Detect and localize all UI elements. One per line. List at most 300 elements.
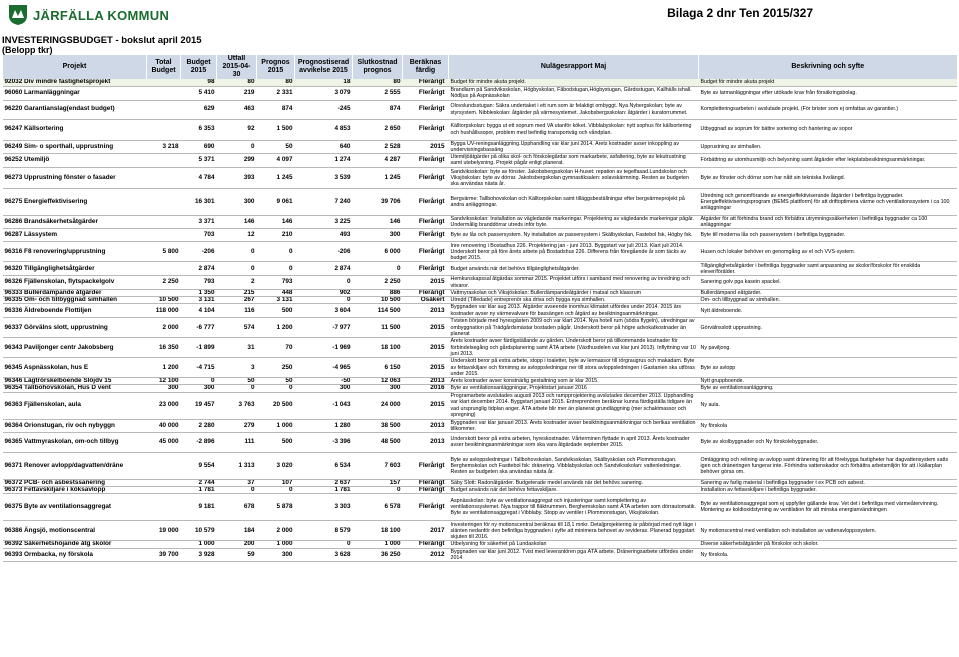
slutkostnad: 300 <box>353 385 403 392</box>
col-prognos-avvikelse: Prognostiserad avvikelse 2015 <box>295 55 353 79</box>
beskrivning: Ny motionscentral med ventilation och installation av vattenavloppssystem. <box>699 521 957 541</box>
slutkostnad: 10 500 <box>353 296 403 303</box>
beskrivning: Sanering golv pga kasein spackel. <box>699 276 957 289</box>
total-budget: 40 000 <box>147 419 181 432</box>
project-name: 96275 Energieffektivisering <box>3 188 147 215</box>
total-budget <box>147 229 181 242</box>
nulagesrapport: Budget används när det behövs tillgänglighetsåtgärder. <box>449 262 699 276</box>
fardig: Flerårigt <box>403 86 449 100</box>
prognos-avvikelse: -50 <box>295 378 353 385</box>
fardig: Flerårigt <box>403 494 449 521</box>
budget-2015: 19 457 <box>181 392 217 419</box>
beskrivning: Byte av avlopp <box>699 358 957 378</box>
project-name: 96393 Ormbacka, ny förskola <box>3 548 147 561</box>
utfall: 31 <box>217 338 257 358</box>
prognos: 50 <box>257 378 295 385</box>
col-prognos: Prognos 2015 <box>257 55 295 79</box>
table-row <box>3 358 957 378</box>
project-name: 92032 Div mindre fastighetsprojekt <box>3 79 147 86</box>
utfall: 267 <box>217 296 257 303</box>
nulagesrapport: Byggnaden var klar juni 2012. Tvist med leverantören pga ÄTA arbete. Dräneringsarbete utfördes under 2014 <box>449 548 699 561</box>
project-name: 96345 Aspnässkolan, hus E <box>3 358 147 378</box>
total-budget: 3 218 <box>147 140 181 153</box>
slutkostnad: 114 500 <box>353 304 403 318</box>
table-row <box>3 100 957 119</box>
fardig: 2013 <box>403 432 449 452</box>
nulagesrapport: Utemiljöåtgärder på olika skol- och förskolegårdar som markarbete, asfaltering, byte av lekutrustning samt utebelysning. Projekt pågår enligt planerat. <box>449 153 699 167</box>
fardig: Flerårigt <box>403 229 449 242</box>
project-name: 96372 PCB- och asbestssanering <box>3 479 147 486</box>
col-beskrivning: Beskrivning och syfte <box>699 55 957 79</box>
total-budget: 39 700 <box>147 548 181 561</box>
project-name: 96343 Paviljonger centr Jakobsberg <box>3 338 147 358</box>
slutkostnad: 80 <box>353 79 403 86</box>
utfall: 80 <box>217 79 257 86</box>
prognos-avvikelse: 3 628 <box>295 548 353 561</box>
project-name: 96365 Vattmyraskolan, om-och tillbyg <box>3 432 147 452</box>
beskrivning: Husen och lokaler behöver en genomgång av el och VVS-system. <box>699 242 957 262</box>
table-row <box>3 140 957 153</box>
budget-2015: -6 777 <box>181 318 217 338</box>
total-budget: 10 500 <box>147 296 181 303</box>
nulagesrapport: Bergvärme: Tallbohovskolan och Källtorpskolan samt tilläggsbeställningar efter bergvärmeprojekt på andra anläggningar. <box>449 188 699 215</box>
prognos: 50 <box>257 140 295 153</box>
prognos-avvikelse: 3 079 <box>295 86 353 100</box>
prognos-avvikelse: 2 874 <box>295 262 353 276</box>
prognos-avvikelse: 3 604 <box>295 304 353 318</box>
beskrivning: Utbyggnad av soprum för bättre sortering och hantering av sopor <box>699 119 957 140</box>
prognos: 2 000 <box>257 521 295 541</box>
prognos-avvikelse: 902 <box>295 289 353 296</box>
nulagesrapport: Bygga UV-reningsanläggning.Upphandling var klar juni 2014. Årets kostnader avser inkoppling av undervisningsbassäng <box>449 140 699 153</box>
table-row <box>3 521 957 541</box>
slutkostnad: 146 <box>353 215 403 228</box>
prognos-avvikelse: -7 977 <box>295 318 353 338</box>
utfall: 200 <box>217 541 257 548</box>
nulagesrapport: Byggnaden var klar aug 2013. Åtgärder avseende inomhus klimatet utfördes under 2014. 2015 års kostnader avser ny värmevalvare för bassängen och åtgärd av besiktningsanmärkningar. <box>449 304 699 318</box>
utfall: 111 <box>217 432 257 452</box>
table-row <box>3 304 957 318</box>
beskrivning: Utredning och genomförande av energieffektiviserande åtgärder i befintliga byggnader. Energieffektiviseringsprogram (BEMS plattform) för att driftoptimera värme och ventilationssystem i ca 100 anläggningar <box>699 188 957 215</box>
budget-2015: 3 131 <box>181 296 217 303</box>
project-name: 96373 Fettavskiljare i köksavlopp <box>3 487 147 494</box>
slutkostnad: 4 287 <box>353 153 403 167</box>
total-budget <box>147 153 181 167</box>
utfall: 92 <box>217 119 257 140</box>
prognos-avvikelse: 3 539 <box>295 167 353 188</box>
nulagesrapport: Investeringen för ny motionscentral beräknas till 18,1 mnkr. Detaljprojektering är påbörjad med nytt läge i slänten nedanför den befintliga byggnaden i syfte att minimera behovet av revideras. Planerad byggstart skjuten till 2016. <box>449 521 699 541</box>
beskrivning: Nytt gruppboende. <box>699 378 957 385</box>
prognos-avvikelse: 1 280 <box>295 419 353 432</box>
fardig: 2015 <box>403 358 449 378</box>
prognos: 146 <box>257 215 295 228</box>
total-budget: 23 000 <box>147 392 181 419</box>
fardig: 2015 <box>403 276 449 289</box>
prognos-avvikelse: 6 534 <box>295 452 353 479</box>
utfall: 300 <box>217 188 257 215</box>
budget-2015: 1 000 <box>181 541 217 548</box>
utfall: 12 <box>217 229 257 242</box>
project-name: 96364 Orionstugan, riv och nybyggn <box>3 419 147 432</box>
total-budget <box>147 79 181 86</box>
prognos: 20 500 <box>257 392 295 419</box>
table-row <box>3 385 957 392</box>
beskrivning: Förbättring av utomhusmiljö och belysning samt åtgärder efter lekplatsbesiktningsanmärkningar. <box>699 153 957 167</box>
total-budget: 118 000 <box>147 304 181 318</box>
utfall: 2 <box>217 276 257 289</box>
fardig: Osäkert <box>403 296 449 303</box>
utfall: 279 <box>217 419 257 432</box>
project-name: 96386 Ängsjö, motionscentral <box>3 521 147 541</box>
table-row <box>3 487 957 494</box>
org-name: JÄRFÄLLA KOMMUN <box>33 7 170 23</box>
nulagesrapport: Underskott beror på extra arbete, stopp i toaletter, byte av lermassor till rörgraugrus och makadam. Byte av fettavskiljare och förnimng av avloppsledningar ner till stora avloppsledningen i Gastanien ska utföras under 2015. <box>449 358 699 378</box>
prognos-avvikelse: 3 225 <box>295 215 353 228</box>
prognos: 1 200 <box>257 318 295 338</box>
beskrivning: Bullerdämpand eåtgärder. <box>699 289 957 296</box>
prognos-avvikelse: 4 853 <box>295 119 353 140</box>
total-budget <box>147 100 181 119</box>
prognos: 0 <box>257 242 295 262</box>
slutkostnad: 2 250 <box>353 276 403 289</box>
fardig: 2013 <box>403 378 449 385</box>
prognos-avvikelse: 3 303 <box>295 494 353 521</box>
slutkostnad: 300 <box>353 229 403 242</box>
total-budget <box>147 167 181 188</box>
total-budget <box>147 188 181 215</box>
project-name: 96392 Säkerhetshöjande åtg skolor <box>3 541 147 548</box>
slutkostnad: 0 <box>353 262 403 276</box>
fardig: Flerårigt <box>403 79 449 86</box>
fardig: 2015 <box>403 338 449 358</box>
total-budget <box>147 215 181 228</box>
utfall: 0 <box>217 140 257 153</box>
project-name: 96060 Larmanläggningar <box>3 86 147 100</box>
nulagesrapport: Olovslundsstugan: Säkra undertaket i ett rum som är felaktigt ombyggt. Nya Nybergskolan; byte av styrsystem. Nibbleskolan: åtgärder på värmesystemet. Jakobsbergsskolan: åtgärder i kuratorrummet. <box>449 100 699 119</box>
beskrivning: Byte av ventilationsanläggning. <box>699 385 957 392</box>
utfall: 0 <box>217 262 257 276</box>
beskrivning: Byte av larmanläggningar efter utökade krav från försäkringsbolag. <box>699 86 957 100</box>
crest-icon <box>8 4 28 26</box>
prognos-avvikelse: 0 <box>295 276 353 289</box>
table-row <box>3 392 957 419</box>
fardig: Flerårigt <box>403 479 449 486</box>
nulagesrapport: Programarbete avslutades augusti 2013 och rampprojektering avslutades december 2013. Upphandling var klart december 2014. Byggstart januari 2015. Entreprenören beräknar kunna färdigställa tidigare än vad ursprunglig tidplan anger. ÄTA arbete blir mer än planerat grundläggning (mer schaktmassor och spregning) <box>449 392 699 419</box>
total-budget <box>147 289 181 296</box>
budget-2015: -206 <box>181 242 217 262</box>
logo <box>8 4 169 26</box>
beskrivning: Byte av ventilationsaggregat som ej uppfyller gällande krav. Vet det i befintliga med värmeåtervinning. Montering av koldioxidstyrning av ventilation för att minska energianvändningen <box>699 494 957 521</box>
nulagesrapport: Budget används när det behövs fettavskiljare. <box>449 487 699 494</box>
prognos: 500 <box>257 304 295 318</box>
beskrivning: Budget för mindre akuta projekt <box>699 79 957 86</box>
budget-2015: -4 715 <box>181 358 217 378</box>
prognos-avvikelse: -1 043 <box>295 392 353 419</box>
budget-2015: 98 <box>181 79 217 86</box>
beskrivning: Byte till moderna lås och passersystem i befintliga byggnader. <box>699 229 957 242</box>
table-row <box>3 548 957 561</box>
total-budget: 5 800 <box>147 242 181 262</box>
beskrivning: Installation av fettavskiljare i befintliga byggnader. <box>699 487 957 494</box>
nulagesrapport: Byte av lås och passersystem. Ny installation av passersystem i Skälbyskolan, Fastebol fsk, Högby fsk. <box>449 229 699 242</box>
utfall: 393 <box>217 167 257 188</box>
table-row <box>3 229 957 242</box>
budget-2015: 4 784 <box>181 167 217 188</box>
beskrivning: Åtgärder för att förhindra brand och förbättra utrymningssäkerheten i befintliga byggnader ca 100 anläggningar <box>699 215 957 228</box>
utfall: 3 <box>217 358 257 378</box>
nulagesrapport: Byte av avloppsledningar i Tallbohovskolan, Sandviksskolan, Skälbyskolan och Plommonstugan. Berghemskolan och Fasttebol fsk: dränering. Vibblabyskolan och Sandviksskolan: vattenledningar. Resten av budgeten ska användas nästa år. <box>449 452 699 479</box>
table-row <box>3 242 957 262</box>
col-total-budget: Total Budget <box>147 55 181 79</box>
utfall: 3 763 <box>217 392 257 419</box>
fardig: Flerårigt <box>403 262 449 276</box>
project-name: 96316 F8 renovering/upprustning <box>3 242 147 262</box>
table-row <box>3 119 957 140</box>
budget-2015: 1 781 <box>181 487 217 494</box>
table-row <box>3 296 957 303</box>
total-budget: 2 000 <box>147 318 181 338</box>
fardig: 2015 <box>403 392 449 419</box>
prognos-avvikelse: 640 <box>295 140 353 153</box>
project-name: 96247 Källsortering <box>3 119 147 140</box>
budget-2015: -2 896 <box>181 432 217 452</box>
nulagesrapport: Inre renovering i Bostadhus 226. Projektering jan - juni 2013. Byggstart var juli 2013. Klart juli 2014. Underskott beror på före årets arbete på Bostadshus 226. Differens från föregående år som täcks av budget 2015. <box>449 242 699 262</box>
prognos-avvikelse: 7 240 <box>295 188 353 215</box>
project-name: 96335 Om- och tillbyggnad simhallen <box>3 296 147 303</box>
total-budget <box>147 541 181 548</box>
utfall: 37 <box>217 479 257 486</box>
beskrivning: Kompletteringsarbeten i avslutade projekt. (För brister som ej omfattas av garantier.) <box>699 100 957 119</box>
table-row <box>3 86 957 100</box>
budget-2015: 10 579 <box>181 521 217 541</box>
beskrivning: Ny paviljong. <box>699 338 957 358</box>
prognos: 1 000 <box>257 419 295 432</box>
project-name: 96371 Renover avlopp/dagvatten/dräne <box>3 452 147 479</box>
fardig: 2016 <box>403 385 449 392</box>
fardig: Flerårigt <box>403 541 449 548</box>
budget-2015: 3 371 <box>181 215 217 228</box>
slutkostnad: 38 500 <box>353 419 403 432</box>
page-title: INVESTERINGSBUDGET - bokslut april 2015 <box>2 35 202 46</box>
prognos: 2 331 <box>257 86 295 100</box>
slutkostnad: 12 063 <box>353 378 403 385</box>
fardig: 2015 <box>403 318 449 338</box>
prognos: 107 <box>257 479 295 486</box>
col-fardig: Beräknas färdig <box>403 55 449 79</box>
utfall: 574 <box>217 318 257 338</box>
nulagesrapport: Sandviksskolan: Installation av vägledande markeringar. Projektering av vägledande markeringar pågår. Undermålig branddörrar utreds inför byte. <box>449 215 699 228</box>
fardig: Flerårigt <box>403 452 449 479</box>
nulagesrapport: Underskott beror på extra arbeten, hyreskostnader. Vårterminen flyttade in april 2013. Årets kostnader avser besiktningsanmärkningar som ska vara åtgärdade september 2015. <box>449 432 699 452</box>
budget-2015: 2 874 <box>181 262 217 276</box>
beskrivning: Ny förskola. <box>699 548 957 561</box>
slutkostnad: 1 245 <box>353 167 403 188</box>
slutkostnad: 11 500 <box>353 318 403 338</box>
table-row <box>3 432 957 452</box>
nulagesrapport: Sandviksskolan: byte av fönster. Jakobsbergsskolan H-huset: repation av tegelfasad.Lundskolan och Viksjöskolan: byte av dörrar. Jakobsbergskolan gymnastiksalen: solavskärmning. Resten av budgeten ska användas nästa år. <box>449 167 699 188</box>
prognos-avvikelse: 2 637 <box>295 479 353 486</box>
prognos-avvikelse: 300 <box>295 385 353 392</box>
fardig: Flerårigt <box>403 242 449 262</box>
project-name: 96287 Lässystem <box>3 229 147 242</box>
project-name: 96249 Sim- o sporthall, upprustning <box>3 140 147 153</box>
prognos: 1 500 <box>257 119 295 140</box>
prognos: 70 <box>257 338 295 358</box>
utfall: 463 <box>217 100 257 119</box>
prognos-avvikelse: -206 <box>295 242 353 262</box>
utfall: 116 <box>217 304 257 318</box>
nulagesrapport: Brandlarm på Sandviksskolan, Högbyskolan, Fåbodstugan,Högbystugan, Gårdsstugan, Kallhälls ishall. Nödljus på Aspnässkolan <box>449 86 699 100</box>
total-budget <box>147 119 181 140</box>
prognos: 500 <box>257 432 295 452</box>
prognos: 4 097 <box>257 153 295 167</box>
col-projekt: Projekt <box>3 55 147 79</box>
slutkostnad: 2 528 <box>353 140 403 153</box>
utfall: 50 <box>217 378 257 385</box>
total-budget: 12 100 <box>147 378 181 385</box>
total-budget: 1 200 <box>147 358 181 378</box>
table-row <box>3 378 957 385</box>
nulagesrapport: Årets kostnader avser konstnärlig gestaltning som är klar 2015. <box>449 378 699 385</box>
beskrivning: Görvälnsslott upprustning. <box>699 318 957 338</box>
project-name: 96273 Upprustning fönster o fasader <box>3 167 147 188</box>
fardig: 2013 <box>403 304 449 318</box>
budget-2015: 0 <box>181 378 217 385</box>
nulagesrapport: Utbelysning för säkerhet på Lundaskolan <box>449 541 699 548</box>
budget-2015: -1 899 <box>181 338 217 358</box>
beskrivning: Byte av fönster och dörrar som har nått sin tekniska livslängd. <box>699 167 957 188</box>
table-row <box>3 79 957 86</box>
project-name: 96354 Tallbohovskolan, Hus D vent <box>3 385 147 392</box>
nulagesrapport: Byte av ventilationsanläggningar, Projektstart januari 2016 <box>449 385 699 392</box>
total-budget <box>147 452 181 479</box>
total-budget: 16 350 <box>147 338 181 358</box>
prognos: 874 <box>257 100 295 119</box>
utfall: 146 <box>217 215 257 228</box>
table-row <box>3 167 957 188</box>
table-row <box>3 479 957 486</box>
slutkostnad: 157 <box>353 479 403 486</box>
prognos-avvikelse: 0 <box>295 296 353 303</box>
project-name: 96336 Äldreboende Flottiljen <box>3 304 147 318</box>
table-row <box>3 338 957 358</box>
project-name: 96337 Görvälns slott, upprustning <box>3 318 147 338</box>
prognos: 3 020 <box>257 452 295 479</box>
table-row <box>3 452 957 479</box>
budget-2015: 9 181 <box>181 494 217 521</box>
prognos-avvikelse: 1 274 <box>295 153 353 167</box>
project-name: 96220 Garantianslag(endast budget) <box>3 100 147 119</box>
utfall: 678 <box>217 494 257 521</box>
beskrivning: Nytt äldreboende. <box>699 304 957 318</box>
table-row <box>3 289 957 296</box>
budget-2015: 793 <box>181 276 217 289</box>
budget-2015: 16 301 <box>181 188 217 215</box>
prognos-avvikelse: -245 <box>295 100 353 119</box>
budget-2015: 3 928 <box>181 548 217 561</box>
prognos: 250 <box>257 358 295 378</box>
slutkostnad: 886 <box>353 289 403 296</box>
nulagesrapport: Budget för mindre akuta projekt. <box>449 79 699 86</box>
prognos: 80 <box>257 79 295 86</box>
table-row <box>3 153 957 167</box>
slutkostnad: 874 <box>353 100 403 119</box>
prognos-avvikelse: -4 965 <box>295 358 353 378</box>
bilaga-reference: Bilaga 2 dnr Ten 2015/327 <box>667 6 813 20</box>
budget-2015: 5 371 <box>181 153 217 167</box>
total-budget <box>147 479 181 486</box>
slutkostnad: 2 650 <box>353 119 403 140</box>
beskrivning: Tillgänglighetsåtgärder i befintliga byggnader samt anpassning av skolor/förskolor för enskilda elever/förälder. <box>699 262 957 276</box>
budget-2015: 1 350 <box>181 289 217 296</box>
slutkostnad: 18 100 <box>353 521 403 541</box>
nulagesrapport: Källtorpskolan: bygga ut ett soprum med VA utanför köket. Vibblabyskolan: nytt sophus för källsortering och hushållssopor, problem med befintlig transportväg och våndplan. <box>449 119 699 140</box>
slutkostnad: 48 500 <box>353 432 403 452</box>
slutkostnad: 36 250 <box>353 548 403 561</box>
slutkostnad: 1 000 <box>353 541 403 548</box>
total-budget <box>147 487 181 494</box>
prognos: 9 061 <box>257 188 295 215</box>
utfall: 1 313 <box>217 452 257 479</box>
prognos: 300 <box>257 548 295 561</box>
nulagesrapport: Årets kostnader avser färdigställande av gården. Underskott beror på tillkommande kostnader för förbindelsegång och gårdsplanering samt ÄTA arbete (Växthusdelen var klar juni 2013). Inflyttning var 10 juni 2013. <box>449 338 699 358</box>
prognos: 0 <box>257 385 295 392</box>
prognos: 1 000 <box>257 541 295 548</box>
fardig: Flerårigt <box>403 188 449 215</box>
slutkostnad: 6 150 <box>353 358 403 378</box>
slutkostnad: 6 000 <box>353 242 403 262</box>
nulagesrapport: Säby Slott: Radonåtgärder. Budgeterade medel används när det behövs sanering. <box>449 479 699 486</box>
budget-2015: 2 280 <box>181 419 217 432</box>
prognos-avvikelse: 0 <box>295 541 353 548</box>
fardig: Flerårigt <box>403 487 449 494</box>
budget-2015: 4 104 <box>181 304 217 318</box>
budget-2015: 5 410 <box>181 86 217 100</box>
fardig: Flerårigt <box>403 167 449 188</box>
project-name: 96326 Fjällenskolan, flytspackelgolv <box>3 276 147 289</box>
prognos: 5 878 <box>257 494 295 521</box>
beskrivning: Sanering av farlig material i befintliga byggnader t ex PCB och asbest. <box>699 479 957 486</box>
beskrivning: Omläggning och relining av avlopp samt dränering för att förebygga fastigheter har dagvattensystem satts igen och dräneringen fungerar inte. Förhindra vattenskador och förbättra arbetsmiljön för att i källarplan behöver göras om. <box>699 452 957 479</box>
prognos: 0 <box>257 262 295 276</box>
prognos: 1 245 <box>257 167 295 188</box>
fardig: 2015 <box>403 140 449 153</box>
utfall: 0 <box>217 385 257 392</box>
beskrivning: Diverse säkerhetsåtgärder på förskolor och skolor. <box>699 541 957 548</box>
beskrivning: Ny aula. <box>699 392 957 419</box>
fardig: 2013 <box>403 419 449 432</box>
project-name: 96363 Fjällenskolan, aula <box>3 392 147 419</box>
beskrivning: Om- och tillbyggnad av simhallen. <box>699 296 957 303</box>
table-row <box>3 419 957 432</box>
fardig: Flerårigt <box>403 153 449 167</box>
prognos-avvikelse: 493 <box>295 229 353 242</box>
prognos: 0 <box>257 487 295 494</box>
utfall: 184 <box>217 521 257 541</box>
budget-2015: 9 554 <box>181 452 217 479</box>
beskrivning: Byte av skolbyggnader och Ny förskolebyggnader. <box>699 432 957 452</box>
prognos-avvikelse: -3 396 <box>295 432 353 452</box>
fardig: Flerårigt <box>403 289 449 296</box>
col-slutkostnad: Slutkostnad prognos <box>353 55 403 79</box>
table-row <box>3 541 957 548</box>
project-name: 96333 Bullerdämpande åtgärder <box>3 289 147 296</box>
total-budget: 300 <box>147 385 181 392</box>
budget-table <box>2 55 957 562</box>
slutkostnad: 24 000 <box>353 392 403 419</box>
slutkostnad: 18 100 <box>353 338 403 358</box>
project-name: 96375 Byte av ventilationsaggregat <box>3 494 147 521</box>
